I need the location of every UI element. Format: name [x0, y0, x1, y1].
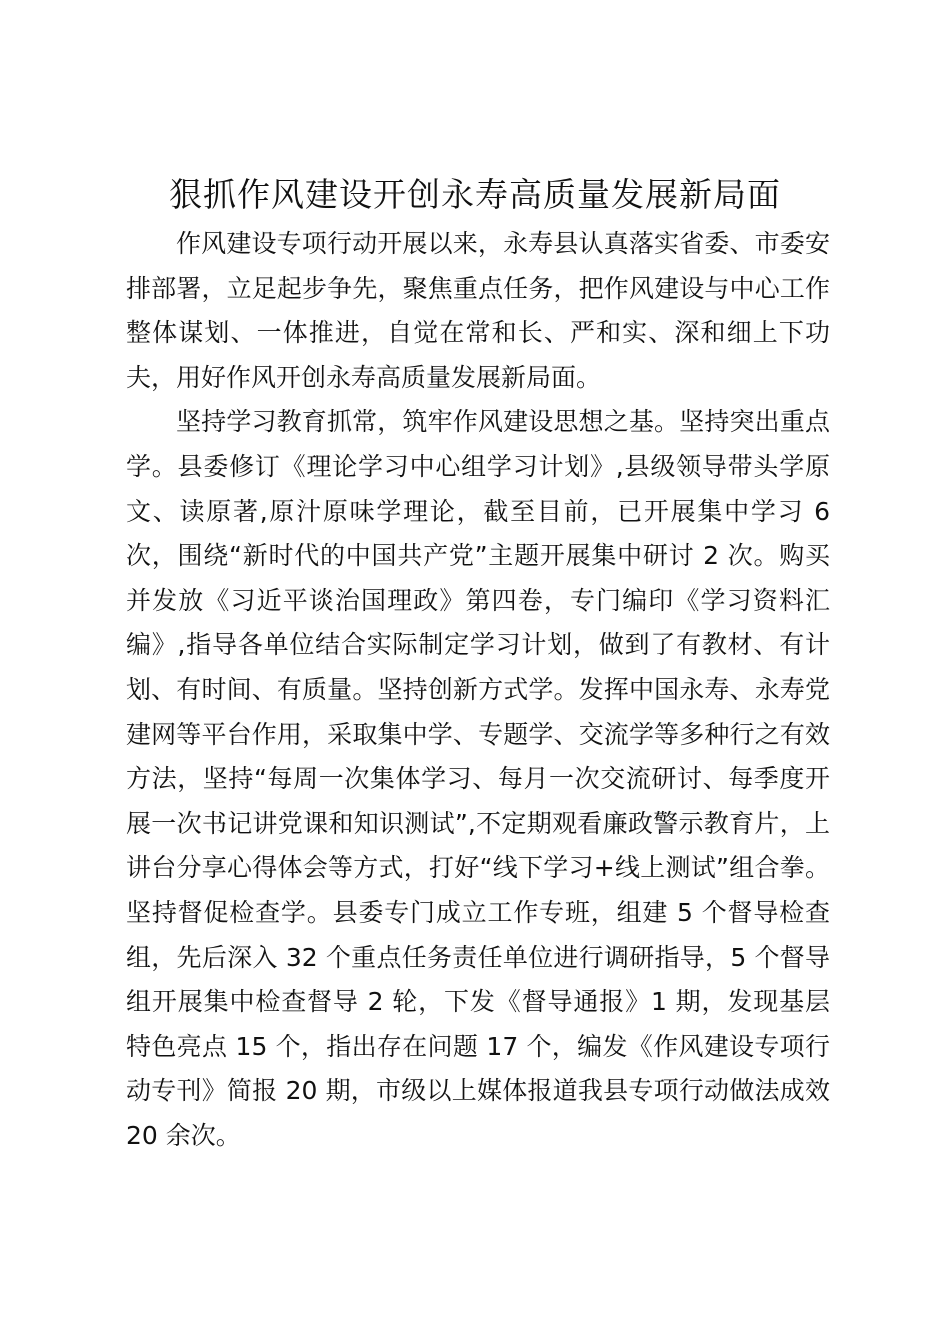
study-education-paragraph: 坚持学习教育抓常，筑牢作风建设思想之基。坚持突出重点学。县委修订《理论学习中心组学习计划》,县级领导带头学原文、读原著,原汁原味学理论，截至目前，已开展集中学习 6 次，围绕“新时代的中国共产党”主题开展集中研讨 2 次。购买并发放《习近平谈治国理政》第四卷，专门编印《学习资料汇编》,指导各单位结合实际制定学习计划，做到了有教材、有计划、有时间、有质量。坚持创新方式学。发挥中国永寿、永寿党建网等平台作用，采取集中学、专题学、交流学等多种行之有效方法，坚持“每周一次集体学习、每月一次交流研讨、每季度开展一次书记讲党课和知识测试”,不定期观看廉政警示教育片，上讲台分享心得体会等方式，打好“线下学习+线上测试”组合拳。坚持督促检查学。县委专门成立工作专班，组建 5 个督导检查组，先后深入 32 个重点任务责任单位进行调研指导，5 个督导组开展集中检查督导 2 轮，下发《督导通报》1 期，发现基层特色亮点 15 个，指出存在问题 17 个，编发《作风建设专项行动专刊》简报 20 期，市级以上媒体报道我县专项行动做法成效 20 余次。 [126, 407, 830, 1150]
intro-paragraph: 作风建设专项行动开展以来，永寿县认真落实省委、市委安排部署，立足起步争先，聚焦重点任务，把作风建设与中心工作整体谋划、一体推进，自觉在常和长、严和实、深和细上下功夫，用好作风开创永寿高质量发展新局面。 [126, 229, 830, 392]
document-title: 狠抓作风建设开创永寿高质量发展新局面 [169, 175, 781, 214]
document-body [126, 222, 830, 1158]
